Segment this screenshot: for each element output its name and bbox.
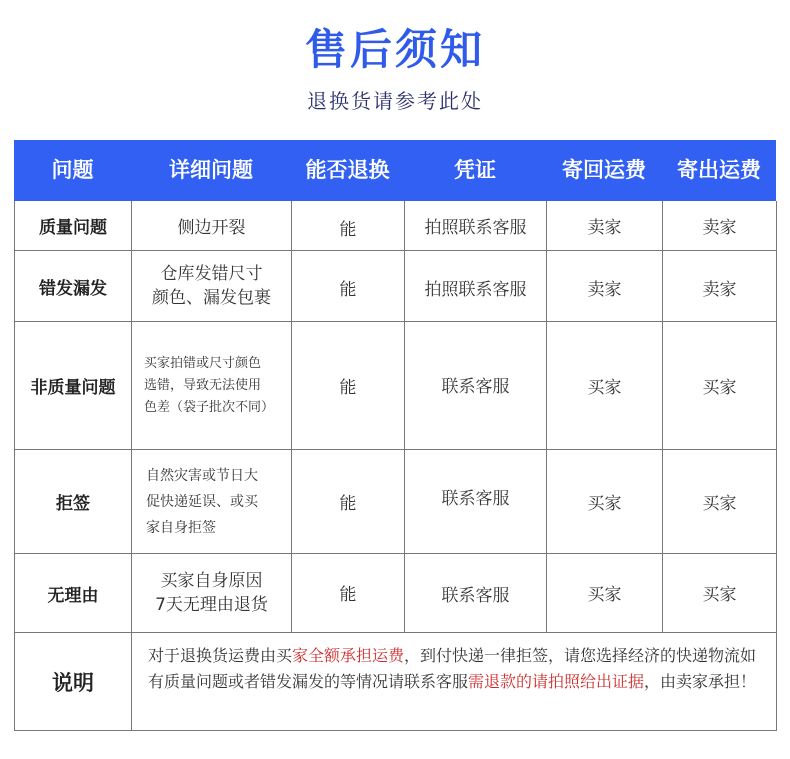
header-send-fee: 寄出运费 [677,158,761,182]
returnable-cell: 能 [292,322,405,449]
detail-cell: 侧边开裂 [132,201,292,250]
table-row [15,201,777,251]
proof-cell: 拍照联系客服 [405,201,547,250]
header-returnable: 能否退换 [305,158,390,182]
proof-cell: 联系客服 [405,554,547,632]
page-subtitle: 退换货请参考此处 [307,89,483,113]
header-return-fee: 寄回运费 [562,158,646,182]
returnable-cell: 能 [292,450,405,553]
detail-cell: 仓库发错尺寸 颜色、漏发包裹 [132,251,292,321]
return-fee-cell: 买家 [547,322,663,449]
proof-cell: 联系客服 [405,322,547,449]
table-row [15,450,777,554]
table-row [15,554,777,633]
header-issue: 问题 [51,158,94,182]
send-fee-cell: 买家 [663,322,777,449]
return-fee-cell: 卖家 [547,201,663,250]
detail-cell: 买家自身原因 7天无理由退货 [132,554,292,632]
issue-cell: 质量问题 [15,201,132,250]
note-text: 对于退换货运费由买家全额承担运费，到付快递一律拒签，请您选择经济的快递物流如有质量问题或者错发漏发的等情况请联系客服需退款的请拍照给出证据，由卖家承担！ [132,633,777,730]
return-fee-cell: 买家 [547,554,663,632]
note-highlight-fee: 家全额承担运费 [292,646,405,665]
returnable-cell: 能 [292,554,405,632]
note-highlight-evidence: 需退款的请拍照给出证据 [468,672,645,691]
detail-cell: 买家拍错或尺寸颜色 选错，导致无法使用 色差（袋子批次不同） [132,322,292,449]
send-fee-cell: 买家 [663,450,777,553]
table-row [15,322,777,450]
returnable-cell: 能 [292,201,405,250]
proof-cell: 拍照联系客服 [405,251,547,321]
issue-cell: 拒签 [15,450,132,553]
table-body [14,201,776,731]
send-fee-cell: 买家 [663,554,777,632]
issue-cell: 无理由 [15,554,132,632]
header-detail: 详细问题 [169,158,253,182]
table-header [14,140,776,201]
send-fee-cell: 卖家 [663,251,777,321]
returnable-cell: 能 [292,251,405,321]
proof-cell: 联系客服 [405,450,547,553]
detail-cell: 自然灾害或节日大 促快递延误、或买 家自身拒签 [132,450,292,553]
table-row [15,251,777,322]
note-label: 说明 [15,633,132,730]
header-proof: 凭证 [454,158,496,182]
send-fee-cell: 卖家 [663,201,777,250]
return-fee-cell: 卖家 [547,251,663,321]
return-fee-cell: 买家 [547,450,663,553]
page-title: 售后须知 [304,25,485,74]
issue-cell: 非质量问题 [15,322,132,449]
note-row [15,633,777,731]
issue-cell: 错发漏发 [15,251,132,321]
after-sales-table [14,140,776,731]
